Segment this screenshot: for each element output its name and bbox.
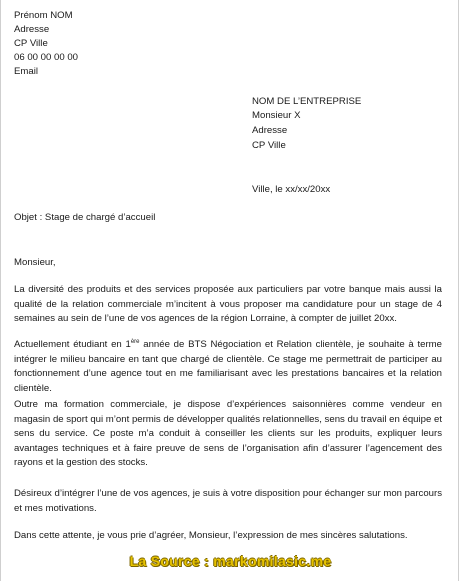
paragraph-2-start: Actuellement étudiant en 1 — [14, 339, 131, 350]
paragraph-4: Désireux d’intégrer l’une de vos agences, je suis à votre disposition pour échanger sur mon parcours et mes motivations. — [14, 488, 442, 514]
recipient-address: Adresse — [252, 125, 288, 136]
paragraph-5: Dans cette attente, je vous prie d’agréer, Monsieur, l’expression de mes sincères salutations. — [14, 530, 408, 541]
recipient-company: NOM DE L’ENTREPRISE — [252, 96, 362, 107]
paragraph-1: La diversité des produits et des services proposée aux particuliers par votre banque mais aussi la qualité de la relation commerciale m’incitent à vous proposer ma candidature pour un stage de 4 semaines au sein de l’une de vos agences de la région Lorraine, à compter de juillet 20xx. — [14, 284, 442, 324]
date-line: Ville, le xx/xx/20xx — [252, 184, 331, 195]
source-watermark: La Source : markomilasic.me — [129, 553, 332, 569]
sender-name: Prénom NOM — [14, 10, 73, 21]
sender-city: CP Ville — [14, 38, 48, 49]
paragraph-3: Outre ma formation commerciale, je dispose d’expériences saisonnières comme vendeur en magasin de sport qui m’ont permis de développer qualités relationnelles, sens du travail en équipe et sens du service. Ce poste m’a conduit à conseiller les clients sur les produits, expliquer leurs avantages techniques et à faire preuve de sens de l’organisation afin d’assurer l’agencement des rayons et la gestion des stocks. — [14, 399, 442, 468]
paragraph-2-superscript: ère — [130, 339, 140, 345]
paragraph-2-rest: année de BTS Négociation et Relation clientèle, je souhaite à terme intégrer le milieu bancaire en tant que chargé de clientèle. Ce stage me permettrait de participer au fonctionnement d’une agence tout en me familiarisant avec les prestations bancaires et la relation clientèle. — [14, 339, 443, 394]
sender-phone: 06 00 00 00 00 — [14, 52, 79, 63]
sender-address: Adresse — [14, 24, 50, 35]
subject-line: Objet : Stage de chargé d’accueil — [14, 212, 156, 223]
recipient-city: CP Ville — [252, 140, 286, 151]
paragraph-2 — [14, 338, 442, 396]
sender-email: Email — [14, 66, 38, 77]
salutation: Monsieur, — [14, 257, 56, 268]
recipient-contact: Monsieur X — [252, 110, 301, 121]
